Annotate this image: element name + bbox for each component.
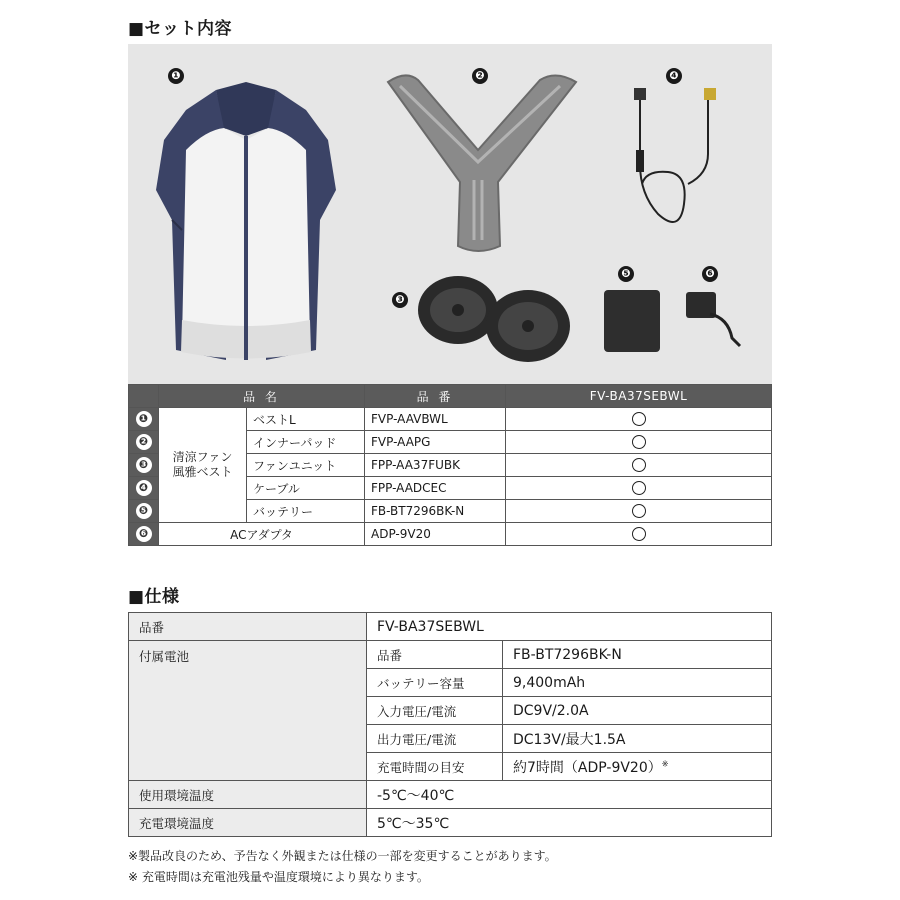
fan-unit-image xyxy=(416,270,586,370)
spec-table xyxy=(128,612,772,837)
header-blank xyxy=(129,385,159,408)
spec-value: 9,400mAh xyxy=(503,669,772,697)
spec-sublabel: バッテリー容量 xyxy=(367,669,503,697)
ac-adapter-image xyxy=(680,288,744,352)
header-name: 品 名 xyxy=(159,385,365,408)
spec-value: FV-BA37SEBWL xyxy=(367,613,772,641)
included-circle-icon xyxy=(632,458,646,472)
included-circle-icon xyxy=(632,412,646,426)
row-number: ❹ xyxy=(136,480,152,496)
spec-label: 充電環境温度 xyxy=(129,809,367,837)
group-label xyxy=(159,408,247,523)
spec-sublabel: 品番 xyxy=(367,641,503,669)
item-name: インナーパッド xyxy=(247,431,365,454)
item-part-no: ADP-9V20 xyxy=(365,523,506,546)
spec-sublabel: 充電時間の目安 xyxy=(367,753,503,781)
included-circle-icon xyxy=(632,435,646,449)
included-circle-icon xyxy=(632,527,646,541)
cable-image xyxy=(628,84,728,244)
row-number: ❺ xyxy=(136,503,152,519)
footnote-mark: ※ xyxy=(661,758,669,768)
set-contents-title: ■セット内容 xyxy=(128,19,233,39)
row-number: ❶ xyxy=(136,411,152,427)
spec-title: ■仕様 xyxy=(128,587,180,607)
table-row xyxy=(129,523,772,546)
marker-1: ❶ xyxy=(168,68,184,84)
item-name: ファンユニット xyxy=(247,454,365,477)
table-row xyxy=(129,408,772,431)
item-part-no: FVP-AAPG xyxy=(365,431,506,454)
marker-4: ❹ xyxy=(666,68,682,84)
spec-sublabel: 出力電圧/電流 xyxy=(367,725,503,753)
spec-label: 品番 xyxy=(129,613,367,641)
footnotes xyxy=(128,846,557,888)
set-table-header xyxy=(129,385,772,408)
row-number: ❸ xyxy=(136,457,152,473)
spec-label: 使用環境温度 xyxy=(129,781,367,809)
vest-image xyxy=(146,70,346,370)
spec-label: 付属電池 xyxy=(129,641,367,781)
spec-value: -5℃～40℃ xyxy=(367,781,772,809)
spec-value: FB-BT7296BK-N xyxy=(503,641,772,669)
spec-value: DC13V/最大1.5A xyxy=(503,725,772,753)
spec-sublabel: 入力電圧/電流 xyxy=(367,697,503,725)
table-row xyxy=(129,809,772,837)
table-row xyxy=(129,781,772,809)
table-row xyxy=(129,613,772,641)
item-name: ベストL xyxy=(247,408,365,431)
item-part-no: FPP-AA37FUBK xyxy=(365,454,506,477)
set-contents-table xyxy=(128,384,772,546)
inner-pad-image xyxy=(378,70,588,260)
item-name: ケーブル xyxy=(247,477,365,500)
row-number: ❻ xyxy=(136,526,152,542)
spec-value: DC9V/2.0A xyxy=(503,697,772,725)
group-label-line2: 風雅ベスト xyxy=(172,465,233,479)
item-part-no: FB-BT7296BK-N xyxy=(365,500,506,523)
row-number: ❷ xyxy=(136,434,152,450)
charge-time-value: 約7時間（ADP-9V20） xyxy=(513,759,662,776)
marker-5: ❺ xyxy=(618,266,634,282)
marker-2: ❷ xyxy=(472,68,488,84)
item-name: ACアダプタ xyxy=(159,523,365,546)
table-row xyxy=(129,641,772,669)
group-label-line1: 清涼ファン xyxy=(172,450,233,464)
spec-value: 5℃～35℃ xyxy=(367,809,772,837)
marker-3: ❸ xyxy=(392,292,408,308)
included-circle-icon xyxy=(632,481,646,495)
header-part-no: 品 番 xyxy=(365,385,506,408)
battery-image xyxy=(602,288,662,354)
included-circle-icon xyxy=(632,504,646,518)
item-name: バッテリー xyxy=(247,500,365,523)
product-photo-panel xyxy=(128,44,772,384)
header-model: FV-BA37SEBWL xyxy=(506,385,772,408)
footnote: ※製品改良のため、予告なく外観または仕様の一部を変更することがあります。 xyxy=(128,849,557,863)
item-part-no: FVP-AAVBWL xyxy=(365,408,506,431)
spec-value xyxy=(503,753,772,781)
marker-6: ❻ xyxy=(702,266,718,282)
item-part-no: FPP-AADCEC xyxy=(365,477,506,500)
footnote: ※ 充電時間は充電池残量や温度環境により異なります。 xyxy=(128,870,429,884)
